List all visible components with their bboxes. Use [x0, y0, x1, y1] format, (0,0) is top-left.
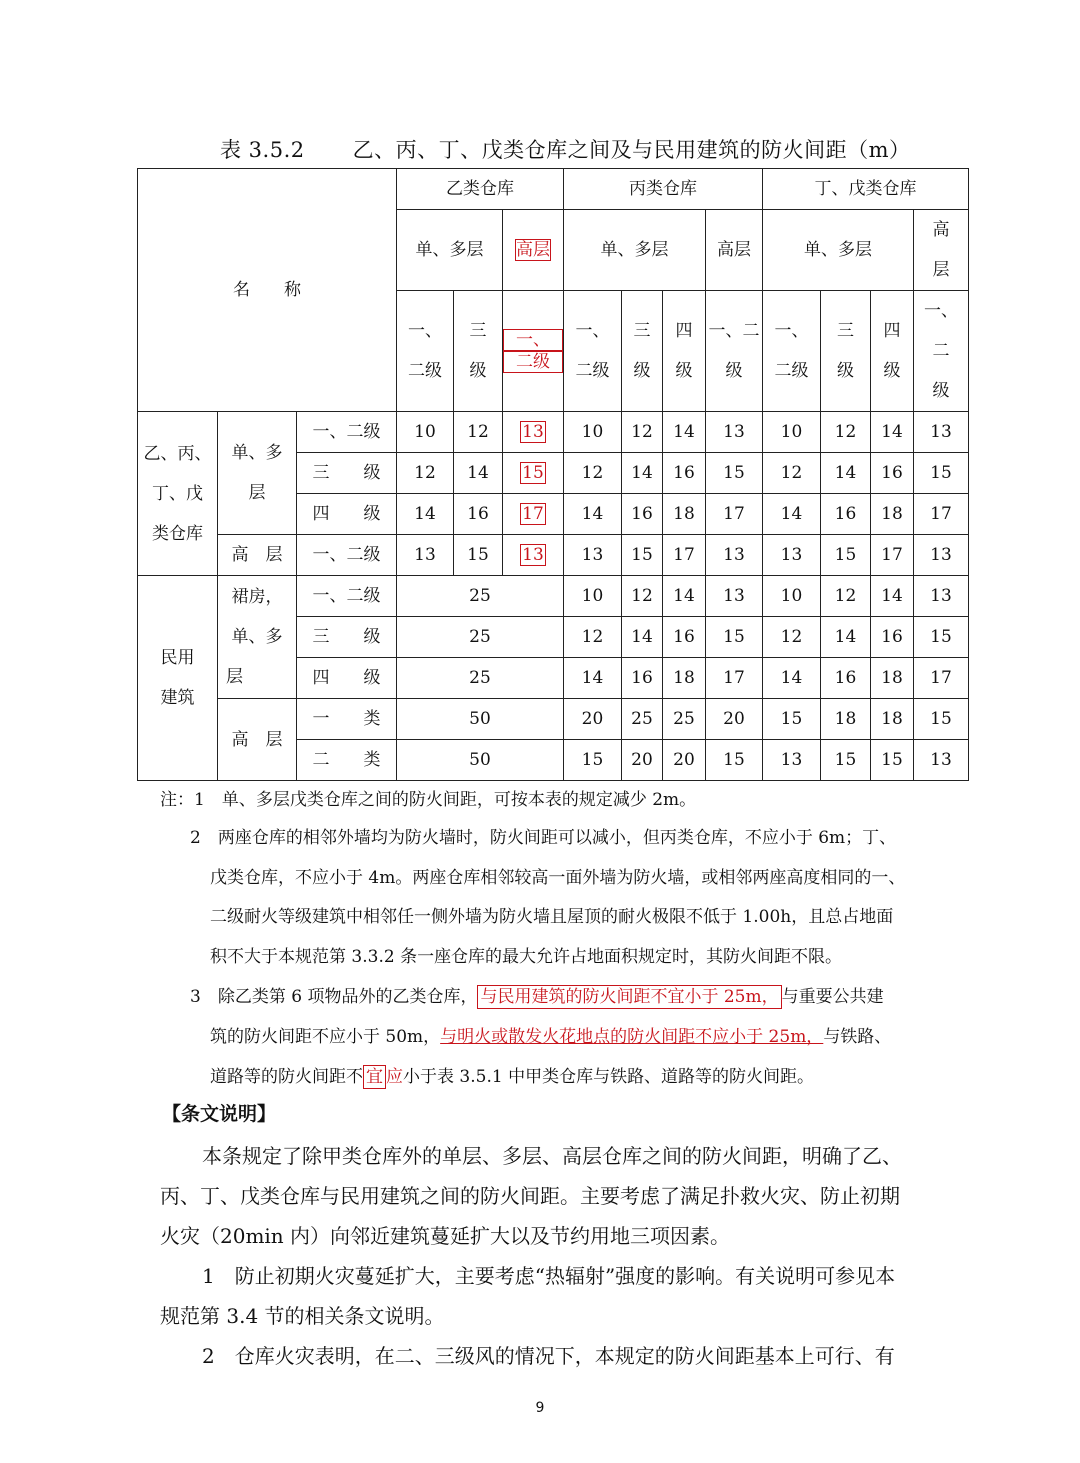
cell: 15	[454, 535, 503, 576]
cell: 25	[663, 699, 706, 740]
cell: 16	[622, 494, 663, 535]
table-number: 表 3.5.2	[220, 138, 305, 162]
cell: 13	[914, 412, 969, 453]
cell: 25	[622, 699, 663, 740]
header-grade-4: 四 级	[871, 291, 914, 412]
note-1: 注：1 单、多层戊类仓库之间的防火间距，可按本表的规定减少 2m。	[160, 790, 697, 810]
header-grade-12: 一、 二级	[397, 291, 454, 412]
cell: 16	[821, 658, 871, 699]
cell: 10	[397, 412, 454, 453]
cell: 15	[914, 617, 969, 658]
cell: 13	[763, 740, 821, 781]
cell: 16	[622, 658, 663, 699]
cell: 18	[663, 494, 706, 535]
cell: 17	[706, 494, 763, 535]
cell: 13	[397, 535, 454, 576]
note-2-line-2: 戊类仓库，不应小于 4m。两座仓库相邻较高一面外墙为防火墙，或相邻两座高度相同的一、	[210, 868, 906, 888]
row-level: 三 级	[297, 453, 397, 494]
cell: 13	[914, 576, 969, 617]
cell: 10	[763, 576, 821, 617]
cell: 17	[663, 535, 706, 576]
cell: 14	[622, 617, 663, 658]
table-caption: 乙、丙、丁、戊类仓库之间及与民用建筑的防火间距（m）	[352, 138, 911, 162]
table-row	[138, 412, 969, 453]
cell: 12	[763, 617, 821, 658]
row-sub-high: 高 层	[218, 535, 297, 576]
cell: 14	[663, 412, 706, 453]
row-sub-high: 高 层	[218, 699, 297, 781]
row-level: 一、二级	[297, 576, 397, 617]
cell: 18	[821, 699, 871, 740]
cell: 14	[564, 494, 622, 535]
row-level: 四 级	[297, 658, 397, 699]
cell: 13	[763, 535, 821, 576]
paragraph-line: 1 防止初期火灾蔓延扩大，主要考虑“热辐射”强度的影响。有关说明可参见本	[202, 1264, 896, 1288]
cell: 12	[454, 412, 503, 453]
header-bing-high: 高层	[706, 210, 763, 291]
cell: 13	[706, 535, 763, 576]
cell: 13	[706, 412, 763, 453]
fire-distance-table	[137, 168, 969, 781]
cell: 12	[622, 576, 663, 617]
cell: 50	[397, 740, 564, 781]
cell: 10	[564, 412, 622, 453]
cell: 12	[564, 617, 622, 658]
header-name: 名 称	[233, 280, 301, 300]
cell: 15	[706, 617, 763, 658]
cell: 14	[821, 617, 871, 658]
cell: 10	[564, 576, 622, 617]
cell: 12	[564, 453, 622, 494]
cell-highlight: 13	[503, 412, 564, 453]
cell: 25	[397, 617, 564, 658]
note-3-line-1: 3 除乙类第 6 项物品外的乙类仓库， 与民用建筑的防火间距不宜小于 25m， 与重要公共建	[190, 987, 884, 1007]
cell: 14	[871, 576, 914, 617]
cell: 17	[914, 494, 969, 535]
row-sub-podium: 裙房， 单、多 层	[218, 576, 297, 699]
cell: 14	[821, 453, 871, 494]
header-grade-3: 三 级	[821, 291, 871, 412]
highlight-underline: 与明火或散发火花地点的防火间距不应小于 25m，	[440, 1027, 824, 1047]
cell: 14	[622, 453, 663, 494]
table-row	[138, 535, 969, 576]
cell: 18	[871, 494, 914, 535]
header-grade-12-high: 一、二 级	[706, 291, 763, 412]
header-group-yi: 乙类仓库	[397, 169, 564, 210]
header-yi-high: 高层	[503, 210, 564, 291]
cell: 14	[871, 412, 914, 453]
cell: 20	[564, 699, 622, 740]
note-3-line-3: 道路等的防火间距不 宜 应小于表 3.5.1 中甲类仓库与铁路、道路等的防火间距。	[210, 1067, 815, 1087]
cell: 14	[454, 453, 503, 494]
cell: 12	[821, 412, 871, 453]
note-3-line-2: 筑的防火间距不应小于 50m，与明火或散发火花地点的防火间距不应小于 25m，与铁路、	[210, 1027, 892, 1047]
cell: 17	[914, 658, 969, 699]
highlight-box: 宜	[363, 1065, 386, 1089]
row-level: 三 级	[297, 617, 397, 658]
cell: 18	[663, 658, 706, 699]
cell: 17	[871, 535, 914, 576]
paragraph-line: 2 仓库火灾表明，在二、三级风的情况下，本规定的防火间距基本上可行、有	[202, 1344, 895, 1368]
cell: 15	[914, 699, 969, 740]
cell-highlight: 13	[503, 535, 564, 576]
cell: 20	[622, 740, 663, 781]
cell: 15	[564, 740, 622, 781]
header-grade-3: 三 级	[454, 291, 503, 412]
header-name-cell	[138, 169, 397, 412]
cell: 12	[397, 453, 454, 494]
cell: 12	[622, 412, 663, 453]
cell: 20	[663, 740, 706, 781]
note-2-line-3: 二级耐火等级建筑中相邻任一侧外墙为防火墙且屋顶的耐火极限不低于 1.00h，且总占地面	[210, 907, 894, 927]
highlight-box: 与民用建筑的防火间距不宜小于 25m，	[477, 985, 781, 1009]
paragraph-line: 规范第 3.4 节的相关条文说明。	[160, 1304, 445, 1328]
cell: 14	[397, 494, 454, 535]
cell: 15	[763, 699, 821, 740]
cell: 12	[821, 576, 871, 617]
cell: 16	[871, 453, 914, 494]
row-level: 四 级	[297, 494, 397, 535]
cell: 18	[871, 658, 914, 699]
cell: 17	[706, 658, 763, 699]
row-group-civil: 民用 建筑	[138, 576, 218, 781]
header-group-dingwu: 丁、戊类仓库	[763, 169, 969, 210]
cell: 20	[706, 699, 763, 740]
cell: 15	[821, 535, 871, 576]
cell: 10	[763, 412, 821, 453]
cell: 18	[871, 699, 914, 740]
row-class: 二 类	[297, 740, 397, 781]
table-title	[220, 132, 920, 168]
header-grade-12-high: 一、 二 级	[914, 291, 969, 412]
row-level: 一、二级	[297, 535, 397, 576]
cell: 15	[871, 740, 914, 781]
row-group-warehouse: 乙、丙、 丁、戊 类仓库	[138, 412, 218, 576]
page-number: 9	[535, 1400, 545, 1416]
paragraph-line: 本条规定了除甲类仓库外的单层、多层、高层仓库之间的防火间距，明确了乙、	[202, 1144, 902, 1168]
cell: 16	[454, 494, 503, 535]
row-level: 一、二级	[297, 412, 397, 453]
note-2-line-4: 积不大于本规范第 3.3.2 条一座仓库的最大允许占地面积规定时，其防火间距不限。	[210, 947, 843, 967]
cell: 16	[821, 494, 871, 535]
header-grade-12: 一、 二级	[564, 291, 622, 412]
cell: 15	[706, 740, 763, 781]
section-heading: 【条文说明】	[162, 1103, 277, 1125]
header-dingwu-high: 高 层	[914, 210, 969, 291]
header-yi-single-multi: 单、多层	[397, 210, 503, 291]
note-2-line-1: 2 两座仓库的相邻外墙均为防火墙时，防火间距可以减小，但丙类仓库，不应小于 6m；丁、	[190, 828, 897, 848]
cell: 14	[663, 576, 706, 617]
cell: 13	[914, 740, 969, 781]
cell-highlight: 17	[503, 494, 564, 535]
cell: 16	[663, 617, 706, 658]
header-grade-12: 一、 二级	[763, 291, 821, 412]
header-grade-3: 三 级	[622, 291, 663, 412]
cell: 15	[821, 740, 871, 781]
cell: 14	[763, 658, 821, 699]
cell: 25	[397, 658, 564, 699]
cell: 13	[914, 535, 969, 576]
header-grade-12-high: 一、 二级	[503, 291, 564, 412]
cell: 15	[914, 453, 969, 494]
cell: 14	[763, 494, 821, 535]
table-row	[138, 699, 969, 740]
cell: 15	[706, 453, 763, 494]
cell: 14	[564, 658, 622, 699]
cell: 12	[763, 453, 821, 494]
cell: 13	[564, 535, 622, 576]
header-dingwu-single-multi: 单、多层	[763, 210, 914, 291]
table-row	[138, 576, 969, 617]
cell: 13	[706, 576, 763, 617]
cell: 16	[663, 453, 706, 494]
cell: 16	[871, 617, 914, 658]
paragraph-line: 丙、丁、戊类仓库与民用建筑之间的防火间距。主要考虑了满足扑救火灾、防止初期	[160, 1184, 900, 1208]
paragraph-line: 火灾（20min 内）向邻近建筑蔓延扩大以及节约用地三项因素。	[160, 1224, 731, 1248]
cell-highlight: 15	[503, 453, 564, 494]
cell: 15	[622, 535, 663, 576]
cell: 25	[397, 576, 564, 617]
header-group-bing: 丙类仓库	[564, 169, 763, 210]
cell: 50	[397, 699, 564, 740]
header-grade-4: 四 级	[663, 291, 706, 412]
header-bing-single-multi: 单、多层	[564, 210, 706, 291]
row-sub-single-multi: 单、多 层	[218, 412, 297, 535]
row-class: 一 类	[297, 699, 397, 740]
